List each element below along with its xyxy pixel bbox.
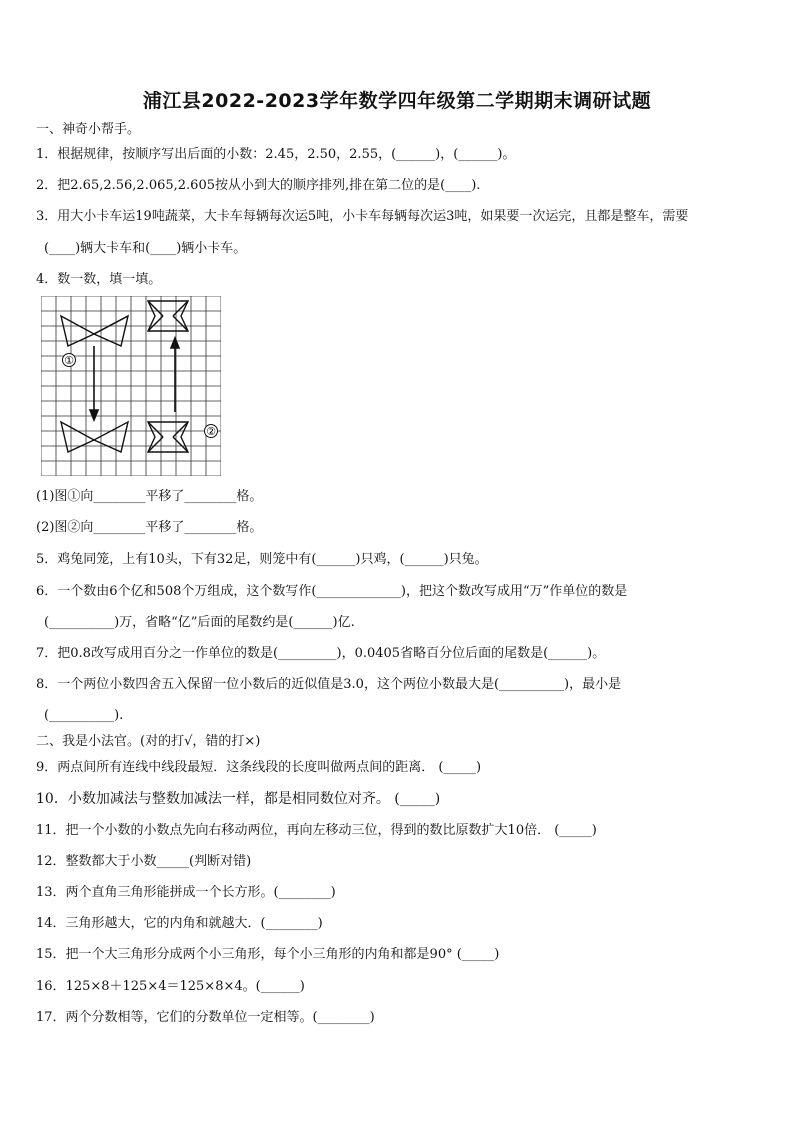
- question-16: 16．125×8＋125×4＝125×8×4。(______): [36, 979, 305, 994]
- question-13: 13．两个直角三角形能拼成一个长方形。(________): [36, 885, 336, 900]
- question-11: 11．把一个小数的小数点先向右移动两位，再向左移动三位，得到的数比原数扩大10倍． (_____): [36, 823, 597, 838]
- question-8-line-2: (__________).: [44, 708, 124, 723]
- question-8-line-1: 8．一个两位小数四舍五入保留一位小数后的近似值是3.0，这个两位小数最大是(__________)，最小是: [36, 677, 622, 692]
- page-title: 浦江县2022-2023学年数学四年级第二学期期末调研试题: [142, 90, 652, 112]
- grid-svg: [41, 296, 221, 476]
- figure-label-2-text: ②: [206, 425, 216, 438]
- question-4-part-1: (1)图①向________平移了________格。: [36, 489, 263, 504]
- question-12: 12．整数都大于小数_____(判断对错): [36, 854, 252, 869]
- figure-label-1: [63, 354, 76, 368]
- translation-grid-figure: [41, 296, 221, 476]
- question-6-line-1: 6．一个数由6个亿和508个万组成，这个数写作(_____________)，把这个数改写成用“万”作单位的数是: [36, 584, 628, 599]
- question-6-line-2: (__________)万，省略“亿”后面的尾数约是(______)亿.: [44, 615, 355, 630]
- question-17: 17．两个分数相等，它们的分数单位一定相等。(________): [36, 1010, 375, 1025]
- question-4-part-2: (2)图②向________平移了________格。: [36, 520, 263, 535]
- question-2: 2．把2.65,2.56,2.065,2.605按从小到大的顺序排列,排在第二位的是(____).: [36, 178, 481, 193]
- section-heading-1: 一、神奇小帮手。: [36, 122, 141, 137]
- question-10: 10．小数加减法与整数加减法一样，都是相同数位对齐。 (_____): [36, 791, 441, 807]
- question-15: 15．把一个大三角形分成两个小三角形，每个小三角形的内角和都是90° (_____): [36, 947, 500, 962]
- section-heading-2: 二、我是小法官。(对的打√，错的打×): [36, 734, 261, 749]
- bowtie-shape-bottom: [148, 422, 188, 452]
- question-3-line-1: 3．用大小卡车运19吨蔬菜，大卡车每辆每次运5吨，小卡车每辆每次运3吨，如果要一次运完，且都是整车，需要: [36, 209, 689, 224]
- bowtie-shape-top: [148, 301, 188, 331]
- figure-label-2: [205, 425, 218, 439]
- question-7: 7．把0.8改写成用百分之一作单位的数是(_________)，0.0405省略百分位后面的尾数是(______)。: [36, 646, 606, 661]
- question-1: 1．根据规律，按顺序写出后面的小数：2.45，2.50，2.55，(______)，(______)。: [36, 147, 516, 162]
- question-14: 14．三角形越大，它的内角和就越大．(________): [36, 916, 323, 931]
- question-5: 5．鸡兔同笼，上有10头，下有32足，则笼中有(______)只鸡，(______)只兔。: [36, 552, 488, 567]
- question-4: 4．数一数，填一填。: [36, 272, 162, 287]
- question-3-line-2: (____)辆大卡车和(____)辆小卡车。: [44, 241, 247, 256]
- question-9: 9．两点间所有连线中线段最短．这条线段的长度叫做两点间的距离． (_____): [36, 760, 482, 775]
- arrow-down: [90, 346, 98, 420]
- figure-label-1-text: ①: [64, 354, 74, 367]
